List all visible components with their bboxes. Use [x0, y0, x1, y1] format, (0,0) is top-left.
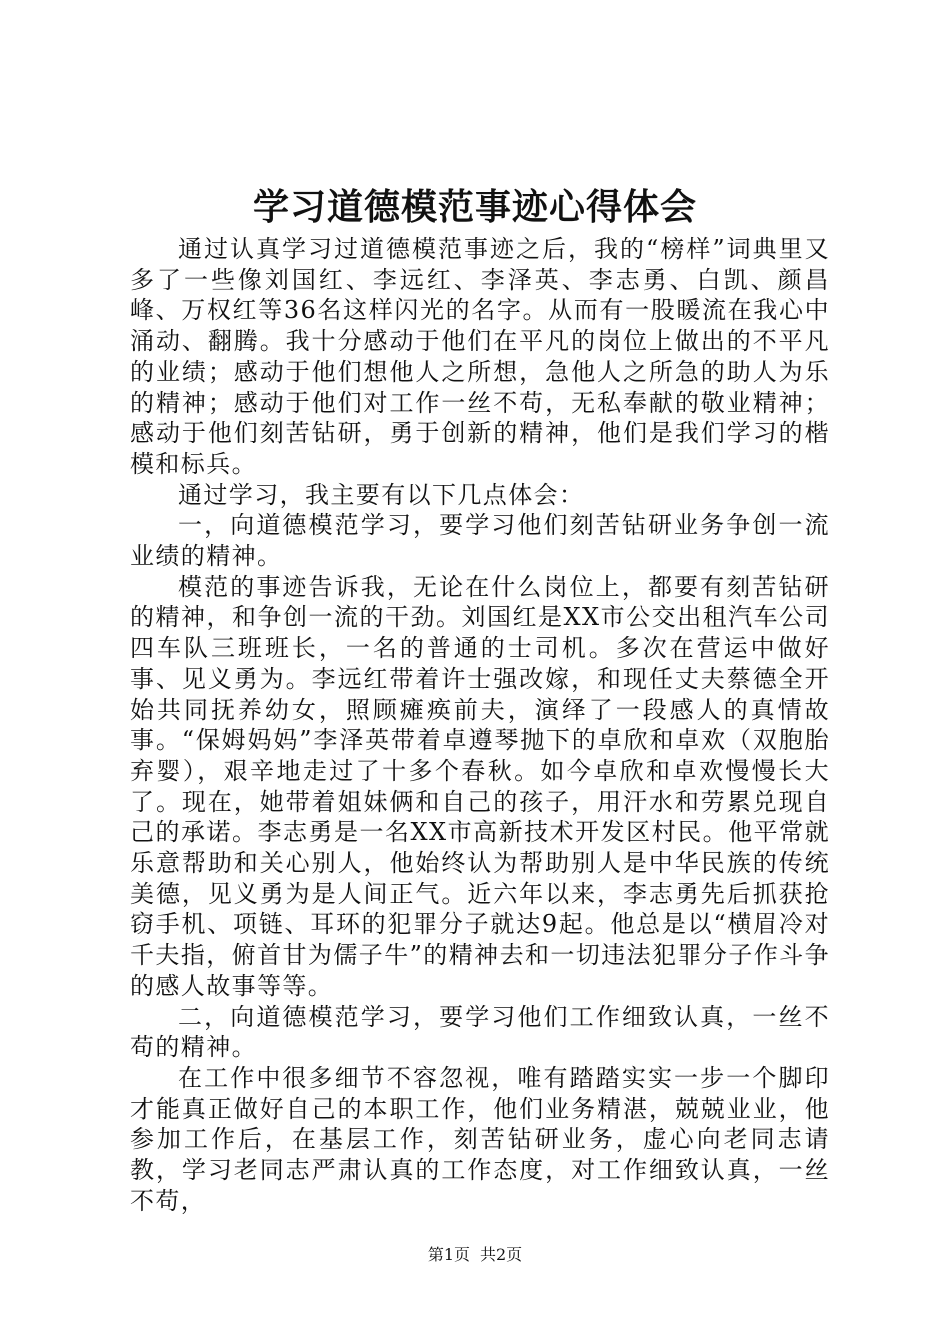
- page-footer: [0, 1244, 950, 1266]
- document-body: [130, 234, 830, 1217]
- paragraph-point-one: 一，向道德模范学习，要学习他们刻苦钻研业务争创一流业绩的精神。: [130, 511, 830, 571]
- paragraph-examples: 模范的事迹告诉我，无论在什么岗位上，都要有刻苦钻研的精神，和争创一流的干劲。刘国红是XX市公交出租汽车公司四车队三班班长，一名的普通的士司机。多次在营运中做好事、见义勇为。李远红带着许士强改嫁，和现任丈夫蔡德全开始共同抚养幼女，照顾瘫痪前夫，演绎了一段感人的真情故事。“保姆妈妈”李泽英带着卓遵琴抛下的卓欣和卓欢（双胞胎弃婴），艰辛地走过了十多个春秋。如今卓欣和卓欢慢慢长大了。现在，她带着姐妹俩和自己的孩子，用汗水和劳累兑现自己的承诺。李志勇是一名XX市高新技术开发区村民。他平常就乐意帮助和关心别人，他始终认为帮助别人是中华民族的传统美德，见义勇为是人间正气。近六年以来，李志勇先后抓获抢窃手机、项链、耳环的犯罪分子就达9起。他总是以“横眉冷对千夫指，俯首甘为儒子牛”的精神去和一切违法犯罪分子作斗争的感人故事等等。: [130, 572, 830, 1000]
- paragraph-point-two: 二，向道德模范学习，要学习他们工作细致认真，一丝不苟的精神。: [130, 1002, 830, 1062]
- paragraph-lead: 通过学习，我主要有以下几点体会：: [178, 480, 585, 509]
- paragraph-intro: 通过认真学习过道德模范事迹之后，我的“榜样”词典里又多了一些像刘国红、李远红、李泽英、李志勇、白凯、颜昌峰、万权红等36名这样闪光的名字。从而有一股暖流在我心中涌动、翻腾。我十分感动于他们在平凡的岗位上做出的不平凡的业绩；感动于他们想他人之所想，急他人之所急的助人为乐的精神；感动于他们对工作一丝不苟，无私奉献的敬业精神；感动于他们刻苦钻研，勇于创新的精神，他们是我们学习的楷模和标兵。: [130, 235, 830, 478]
- document-title: 学习道德模范事迹心得体会: [252, 187, 697, 228]
- page-number: 第1页: [427, 1245, 470, 1264]
- paragraph-detail: 在工作中很多细节不容忽视，唯有踏踏实实一步一个脚印才能真正做好自己的本职工作，他们业务精湛，兢兢业业，他参加工作后，在基层工作，刻苦钻研业务，虚心向老同志请教，学习老同志严肃认真的工作态度，对工作细致认真，一丝不苟，: [130, 1063, 830, 1215]
- page-total: 共2页: [480, 1245, 523, 1264]
